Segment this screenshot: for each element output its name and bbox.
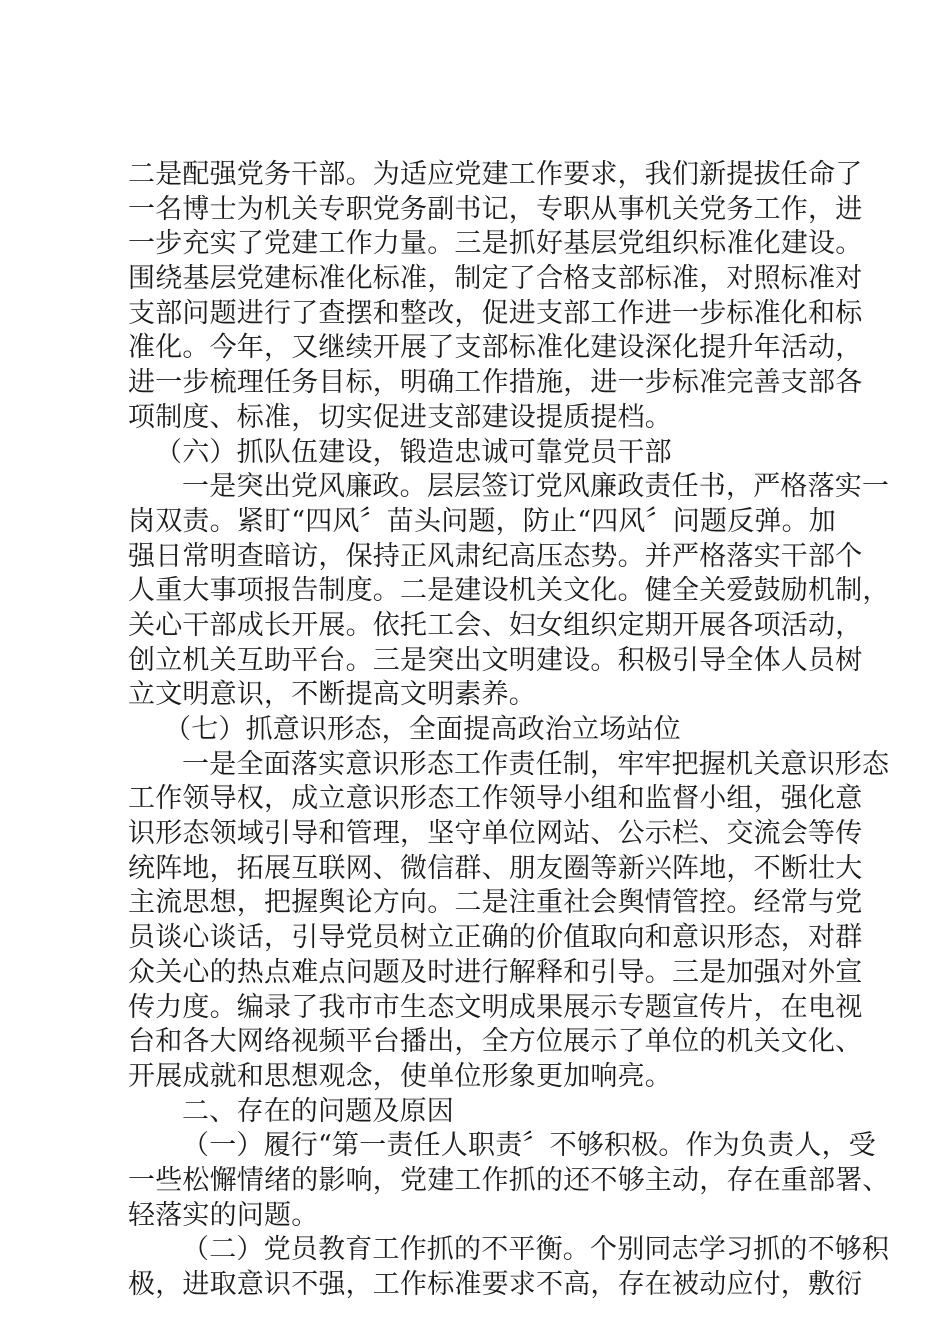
text-line: 一是突出党风廉政。层层签订党风廉政责任书，严格落实一 <box>182 471 890 503</box>
text-line: 立文明意识，不断提高文明素养。 <box>128 679 536 711</box>
text-line: 主流思想，把握舆论方向。二是注重社会舆情管控。经常与党 <box>128 887 863 919</box>
text-line: 进一步梳理任务目标，明确工作措施，进一步标准完善支部各 <box>128 367 863 399</box>
text-line: 工作领导权，成立意识形态工作领导小组和监督小组，强化意 <box>128 783 863 815</box>
text-line: 围绕基层党建标准化标准，制定了合格支部标准，对照标准对 <box>128 263 863 295</box>
text-line: 传力度。编录了我市市生态文明成果展示专题宣传片，在电视 <box>128 991 863 1023</box>
text-line: 一是全面落实意识形态工作责任制，牢牢把握机关意识形态 <box>182 748 890 780</box>
text-line: 众关心的热点难点问题及时进行解释和引导。三是加强对外宣 <box>128 956 863 988</box>
document-body <box>128 158 890 1303</box>
text-line: 台和各大网络视频平台播出，全方位展示了单位的机关文化、 <box>128 1026 863 1058</box>
text-line: 员谈心谈话，引导党员树立正确的价值取向和意识形态，对群 <box>128 922 863 954</box>
text-line: 开展成就和思想观念，使单位形象更加响亮。 <box>128 1060 672 1092</box>
text-line: 创立机关互助平台。三是突出文明建设。积极引导全体人员树 <box>128 644 863 676</box>
section-heading-problems: 二、存在的问题及原因 <box>182 1095 454 1127</box>
section-heading-six: （六）抓队伍建设，锻造忠诚可靠党员干部 <box>155 436 672 468</box>
text-line: 二是配强党务干部。为适应党建工作要求，我们新提拔任命了 <box>128 159 863 190</box>
text-line: （二）党员教育工作抓的不平衡。个别同志学习抓的不够积 <box>182 1234 890 1266</box>
text-line: （一）履行“第一责任人职责〞不够积极。作为负责人，受 <box>182 1130 877 1162</box>
section-heading-seven: （七）抓意识形态，全面提高政治立场站位 <box>164 714 681 745</box>
text-line: 极，进取意识不强，工作标准要求不高，存在被动应付，敷衍 <box>128 1269 863 1300</box>
text-line: 强日常明查暗访，保持正风肃纪高压态势。并严格落实干部个 <box>128 540 863 572</box>
text-line: 关心干部成长开展。依托工会、妇女组织定期开展各项活动， <box>128 609 863 641</box>
text-line: 统阵地，拓展互联网、微信群、朋友圈等新兴阵地，不断壮大 <box>128 852 863 884</box>
text-line: 一名博士为机关专职党务副书记，专职从事机关党务工作，进 <box>128 193 863 225</box>
text-line: 岗双责。紧盯“四风〞苗头问题，防止“四风〞问题反弹。加 <box>128 505 837 537</box>
text-line: 一步充实了党建工作力量。三是抓好基层党组织标准化建设。 <box>128 228 863 260</box>
text-line: 人重大事项报告制度。二是建设机关文化。健全关爱鼓励机制， <box>128 575 890 607</box>
text-line: 项制度、标准，切实促进支部建设提质提档。 <box>128 401 672 433</box>
text-line: 识形态领域引导和管理，坚守单位网站、公示栏、交流会等传 <box>128 818 863 850</box>
text-line: 轻落实的问题。 <box>128 1199 319 1231</box>
text-line: 支部问题进行了查摆和整改，促进支部工作进一步标准化和标 <box>128 297 863 329</box>
text-line: 一些松懈情绪的影响，党建工作抓的还不够主动，存在重部署、 <box>128 1164 890 1196</box>
text-line: 准化。今年，又继续开展了支部标准化建设深化提升年活动， <box>128 332 863 364</box>
